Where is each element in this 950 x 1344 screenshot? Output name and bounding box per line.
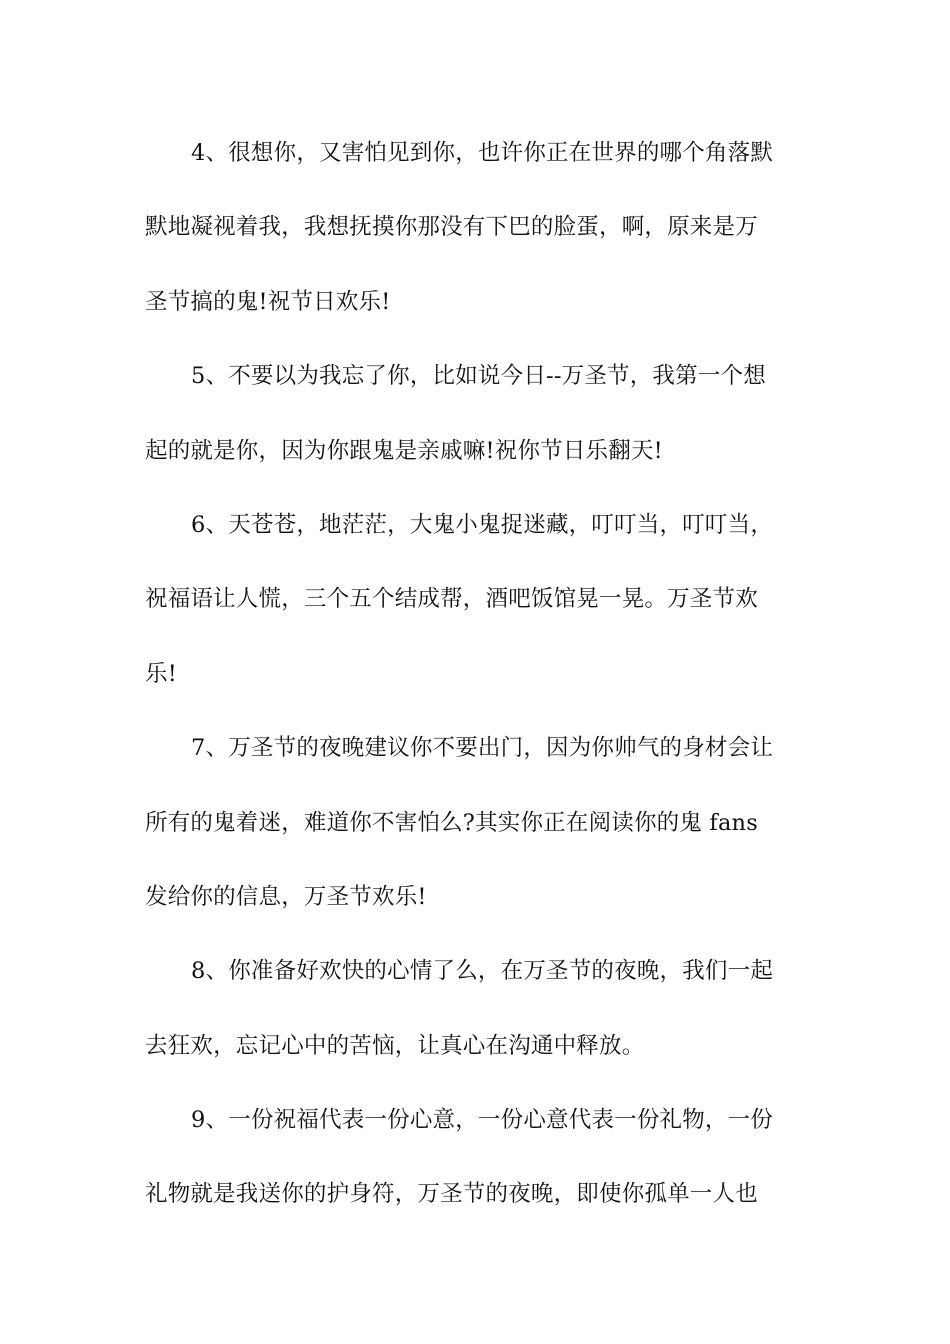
text-line: 礼物就是我送你的护身符，万圣节的夜晚，即使你孤单一人也 (145, 1181, 758, 1208)
text-line: 4、很想你，又害怕见到你，也许你正在世界的哪个角落默 (191, 140, 774, 166)
text-line: 圣节搞的鬼!祝节日欢乐! (145, 288, 391, 315)
text-line: 发给你的信息，万圣节欢乐! (145, 883, 427, 910)
text-line: 起的就是你，因为你跟鬼是亲戚嘛!祝你节日乐翻天! (145, 437, 663, 464)
text-line: 所有的鬼着迷，难道你不害怕么?其实你正在阅读你的鬼 fans (145, 809, 758, 836)
text-line: 去狂欢，忘记心中的苦恼，让真心在沟通中释放。 (145, 1032, 645, 1059)
text-line: 8、你准备好欢快的心情了么，在万圣节的夜晚，我们一起 (191, 958, 774, 985)
text-line: 7、万圣节的夜晚建议你不要出门，因为你帅气的身材会让 (191, 735, 774, 762)
document-body (145, 128, 810, 1244)
text-line: 5、不要以为我忘了你，比如说今日--万圣节，我第一个想 (191, 363, 766, 390)
text-line: 6、天苍苍，地茫茫，大鬼小鬼捉迷藏，叮叮当，叮叮当， (191, 511, 774, 538)
text-line: 乐! (145, 660, 177, 687)
text-line: 9、一份祝福代表一份心意，一份心意代表一份礼物，一份 (191, 1107, 774, 1134)
text-line: 祝福语让人慌，三个五个结成帮，酒吧饭馆晃一晃。万圣节欢 (145, 586, 758, 613)
text-line: 默地凝视着我，我想抚摸你那没有下巴的脸蛋，啊，原来是万 (145, 214, 758, 241)
